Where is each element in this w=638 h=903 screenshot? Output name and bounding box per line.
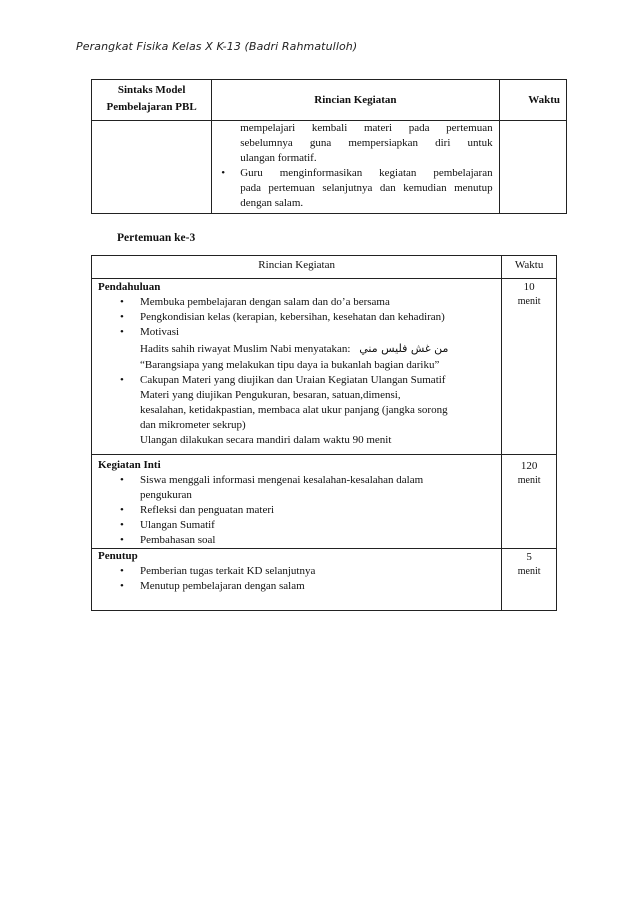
bullet-icon: • (120, 504, 124, 516)
sintaks-header-line1: Sintaks Model (117, 84, 186, 96)
inti-cell (92, 455, 502, 549)
hadits-meaning: “Barangsiapa yang melakukan tipu daya ia bukanlah bagian dariku” (140, 359, 440, 371)
list-item-text: Materi yang diujikan Pengukuran, besaran, satuan,dimensi, (140, 389, 401, 401)
list-item (92, 518, 501, 533)
waktu-header-cell: Waktu (499, 80, 566, 121)
waktu-header: Waktu (502, 256, 557, 279)
list-item-text: Ulangan Sumatif (140, 519, 215, 531)
bullet-item (212, 166, 498, 213)
rincian-cell (212, 121, 499, 214)
arabic-text: من غش فليس مني (359, 342, 449, 355)
bullet-icon: • (221, 167, 226, 179)
list-item-text: dan mikrometer sekrup) (140, 419, 246, 431)
continuation-line: ulangan formatif. (240, 152, 317, 164)
list-item-text: Pemberian tugas terkait KD selanjutnya (140, 565, 316, 577)
rincian-header-cell: Rincian Kegiatan (212, 80, 499, 121)
bullet-icon: • (120, 474, 124, 486)
continuation-line: mempelajari kembali materi pada pertemuan (240, 122, 493, 134)
list-item-text: Refleksi dan penguatan materi (140, 504, 275, 516)
list-item (92, 325, 501, 340)
inti-row (92, 455, 557, 549)
pendahuluan-time-cell (502, 279, 557, 455)
list-item-text: pengukuran (140, 489, 192, 501)
inti-time-cell (502, 455, 557, 549)
pendahuluan-cell (92, 279, 502, 455)
bullet-line: pada pertemuan selanjutnya dan kemudian menutup (240, 182, 493, 194)
hadits-line (92, 340, 501, 358)
continuation-text (212, 121, 498, 166)
rincian-kegiatan-header: Rincian Kegiatan (92, 256, 502, 279)
waktu-empty-cell (499, 121, 566, 214)
penutup-time-cell (502, 549, 557, 611)
bullet-line: dengan salam. (240, 197, 304, 209)
list-item-text: Siswa menggali informasi mengenai kesalahan-kesalahan dalam (140, 474, 424, 486)
list-item-text: Pengkondisian kelas (kerapian, kebersihan, kesehatan dan kehadiran) (140, 311, 445, 323)
bullet-line: Guru menginformasikan kegiatan pembelajaran (240, 167, 493, 179)
list-item-text: Menutup pembelajaran dengan salam (140, 580, 305, 592)
time-unit: menit (517, 566, 541, 577)
list-item-text: Membuka pembelajaran dengan salam dan do’a bersama (140, 296, 390, 308)
pertemuan-title: Pertemuan ke-3 (117, 232, 196, 244)
list-item-text: Ulangan dilakukan secara mandiri dalam waktu 90 menit (140, 434, 392, 446)
list-item (92, 564, 501, 579)
list-item (92, 533, 501, 548)
penutup-row (92, 549, 557, 611)
sintaks-table-header-row (92, 80, 567, 121)
time-unit: menit (517, 475, 541, 486)
sintaks-header-cell (92, 80, 212, 121)
pendahuluan-title: Pendahuluan (98, 281, 161, 293)
pendahuluan-row (92, 279, 557, 455)
hadits-text: Hadits sahih riwayat Muslim Nabi menyatakan: (140, 343, 351, 355)
list-item-text: Motivasi (140, 326, 180, 338)
list-item (92, 503, 501, 518)
penutup-title: Penutup (98, 550, 138, 562)
inti-title: Kegiatan Inti (98, 459, 161, 471)
continuation-line: sebelumnya guna mempersiapkan diri untuk (240, 137, 493, 149)
list-item (92, 295, 501, 310)
list-item (92, 310, 501, 325)
time-value: 10 (523, 281, 535, 293)
list-item (92, 579, 501, 594)
bullet-icon: • (120, 580, 124, 592)
running-header: Perangkat Fisika Kelas X K-13 (Badri Rahmatulloh) (76, 40, 358, 53)
bullet-icon: • (120, 296, 124, 308)
time-unit: menit (517, 296, 541, 307)
bullet-icon: • (120, 311, 124, 323)
bullet-icon: • (120, 374, 124, 386)
sintaks-table (91, 79, 567, 214)
list-item-text: kesalahan, ketidakpastian, membaca alat ukur panjang (jangka sorong (140, 404, 448, 416)
list-item-text: Pembahasan soal (140, 534, 216, 546)
sintaks-header-line2: Pembelajaran PBL (106, 101, 197, 113)
list-item-text: Cakupan Materi yang diujikan dan Uraian Kegiatan Ulangan Sumatif (140, 374, 446, 386)
penutup-cell (92, 549, 502, 611)
kegiatan-table (91, 255, 557, 611)
sintaks-empty-cell (92, 121, 212, 214)
list-item (92, 373, 501, 448)
bullet-icon: • (120, 519, 124, 531)
sintaks-table-row (92, 121, 567, 214)
kegiatan-header-row (92, 256, 557, 279)
bullet-icon: • (120, 326, 124, 338)
bullet-icon: • (120, 565, 124, 577)
time-value: 5 (526, 551, 532, 563)
list-item (92, 473, 501, 503)
time-value: 120 (520, 460, 538, 472)
bullet-icon: • (120, 534, 124, 546)
